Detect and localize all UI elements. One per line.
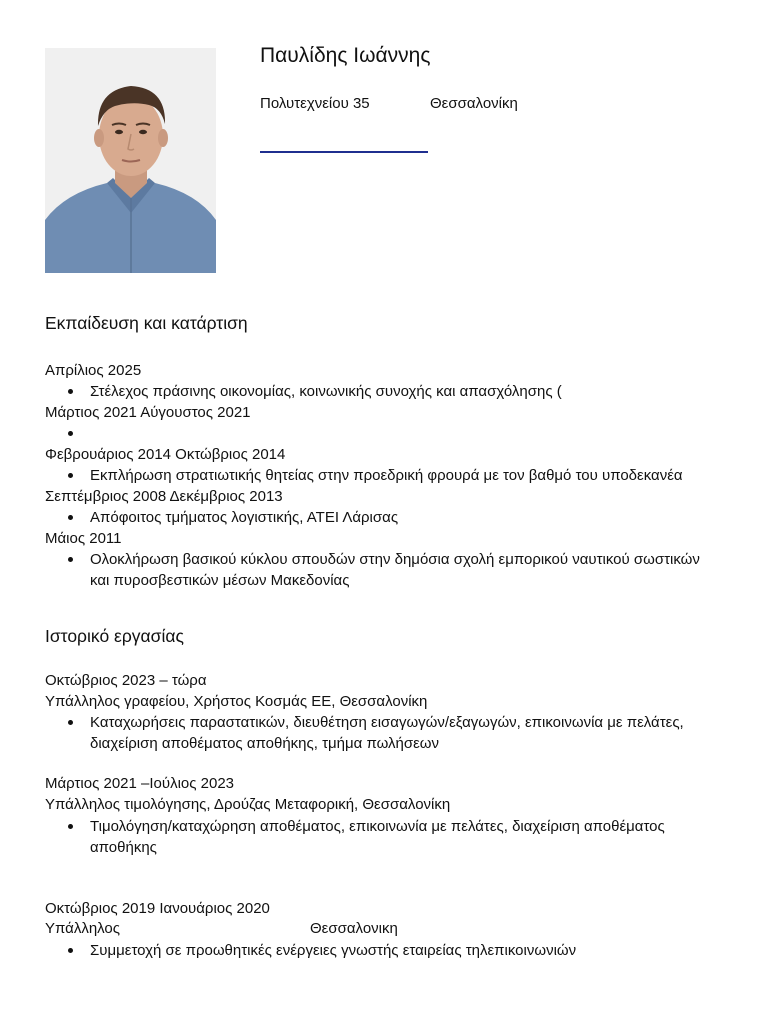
education-date-2: Μάρτιος 2021 Αύγουστος 2021 [45,404,251,421]
bullet-dot [68,515,73,520]
bullet-dot [68,431,73,436]
bullet-dot [68,473,73,478]
work-bullet-text-1b: διαχείριση αποθέματος αποθήκης, τμήμα πωλήσεων [90,735,440,752]
contact-underline [260,151,428,153]
work-role-2: Υπάλληλος τιμολόγησης, Δρούζας Μεταφορική, Θεσσαλονίκη [45,796,451,813]
profile-photo [45,48,216,273]
work-date-3: Οκτώβριος 2019 Ιανουάριος 2020 [45,900,270,917]
work-location-3: Θεσσαλονικη [310,920,398,937]
bullet-dot [68,824,73,829]
work-date-2: Μάρτιος 2021 –Ιούλιος 2023 [45,775,235,792]
bullet-dot [68,720,73,725]
education-bullet-text-3: Εκπλήρωση στρατιωτικής θητείας στην προεδρική φρουρά με τον βαθμό του υποδεκανέα [90,467,683,484]
work-bullet-text-3: Συμμετοχή σε προωθητικές ενέργειες γνωστής εταιρείας τηλεπικοινωνιών [90,942,577,959]
education-date-4: Σεπτέμβριος 2008 Δεκέμβριος 2013 [45,488,283,505]
work-bullet-text-2b: αποθήκης [90,839,157,856]
education-date-1: Απρίλιος 2025 [45,362,142,379]
education-bullet-text-5a: Ολοκλήρωση βασικού κύκλου σπουδών στην δημόσια σχολή εμπορικού ναυτικού σωστικών [90,551,700,568]
work-bullet-text-2a: Τιμολόγηση/καταχώρηση αποθέματος, επικοινωνία με πελάτες, διαχείριση αποθέματος [90,818,665,835]
bullet-dot [68,557,73,562]
education-date-3: Φεβρουάριος 2014 Οκτώβριος 2014 [45,446,286,463]
work-date-1: Οκτώβριος 2023 – τώρα [45,672,207,689]
city: Θεσσαλονίκη [430,95,518,112]
work-role-1: Υπάλληλος γραφείου, Χρήστος Κοσμάς ΕΕ, Θεσσαλονίκη [45,693,428,710]
bullet-dot [68,948,73,953]
education-bullet-text-4: Απόφοιτος τμήματος λογιστικής, ΑΤΕΙ Λάρισας [90,509,399,526]
education-bullet-text-1: Στέλεχος πράσινης οικονομίας, κοινωνικής συνοχής και απασχόλησης ( [90,383,562,400]
work-section-title: Ιστορικό εργασίας [45,626,184,646]
bullet-dot [68,389,73,394]
candidate-name: Παυλίδης Ιωάννης [260,44,431,67]
work-bullet-text-1a: Καταχωρήσεις παραστατικών, διευθέτηση εισαγωγών/εξαγωγών, επικοινωνία με πελάτες, [90,714,684,731]
education-date-5: Μάιος 2011 [45,530,122,547]
education-section-title: Εκπαίδευση και κατάρτιση [45,313,248,333]
street-address: Πολυτεχνείου 35 [260,95,370,112]
education-bullet-text-5b: και πυροσβεστικών μέσων Μακεδονίας [90,572,350,589]
work-role-3: Υπάλληλος [45,920,120,937]
